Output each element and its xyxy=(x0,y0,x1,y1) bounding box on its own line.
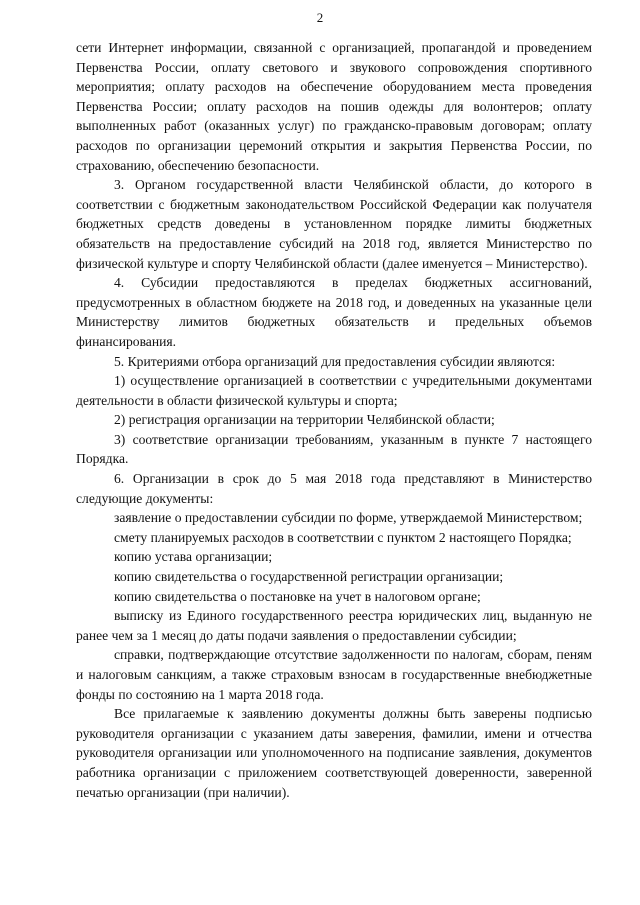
document-item-application: заявление о предоставлении субсидии по форме, утверждаемой Министерством; xyxy=(114,510,583,526)
criteria-item-3: 3) соответствие организации требованиям, указанным в пункте 7 настоящего Порядка. xyxy=(76,431,592,467)
paragraph-continuation: сети Интернет информации, связанной с организацией, пропагандой и проведением Первенства России, оплату светового и звукового сопровождения спортивного мероприятия; оплату расходов на обеспечение оборудованием места проведения Первенства России; оплату расходов на пошив одежды для волонтеров; оплату выполненных работ (оказанных услуг) по гражданско-правовым договорам; оплату расходов по организации церемоний открытия и закрытия Первенства России, по страхованию, обеспечению безопасности. xyxy=(76,40,592,173)
paragraph-6: 6. Организации в срок до 5 мая 2018 года представляют в Министерство следующие документы: xyxy=(76,471,592,506)
paragraph-certification: Все прилагаемые к заявлению документы должны быть заверены подписью руководителя организации с указанием даты заверения, фамилии, имени и отчества руководителя организации или уполномоченного на подписание заявления, документов работника организации с приложением соответствующей доверенности, заверенной печатью организации (при наличии). xyxy=(76,706,592,800)
criteria-item-2: 2) регистрация организации на территории Челябинской области; xyxy=(114,412,495,428)
document-item-tax-registration: копию свидетельства о постановке на учет в налоговом органе; xyxy=(114,588,481,604)
document-item-register-extract: выписку из Единого государственного реестра юридических лиц, выданную не ранее чем за 1 месяц до даты подачи заявления о предоставлении субсидии; xyxy=(76,608,592,643)
paragraph-5: 5. Критериями отбора организаций для предоставления субсидии являются: xyxy=(114,353,556,369)
criteria-item-1: 1) осуществление организацией в соответствии с учредительными документами деятельности в области физической культуры и спорта; xyxy=(76,373,592,408)
document-item-estimate: смету планируемых расходов в соответствии с пунктом 2 настоящего Порядка; xyxy=(114,529,572,545)
page-number: 2 xyxy=(316,10,324,25)
document-item-registration: копию свидетельства о государственной регистрации организации; xyxy=(114,569,504,585)
document-item-charter: копию устава организации; xyxy=(114,549,273,565)
paragraph-4: 4. Субсидии предоставляются в пределах бюджетных ассигнований, предусмотренных в областном бюджете на 2018 год, и доведенных на указанные цели Министерству лимитов бюджетных обязательств и предельных объемов финансирования. xyxy=(76,275,592,349)
paragraph-3: 3. Органом государственной власти Челябинской области, до которого в соответствии с бюджетным законодательством Российской Федерации как получателя бюджетных средств доведены в установленном порядке лимиты бюджетных обязательств на предоставление субсидий на 2018 год, является Министерство по физической культуре и спорту Челябинской области (далее именуется – Министерство). xyxy=(76,177,592,271)
document-body xyxy=(76,38,592,802)
document-item-no-debt-certificate: справки, подтверждающие отсутствие задолженности по налогам, сборам, пеням и налоговым санкциям, а также страховым взносам в государственные внебюджетные фонды по состоянию на 1 марта 2018 года. xyxy=(76,647,592,702)
